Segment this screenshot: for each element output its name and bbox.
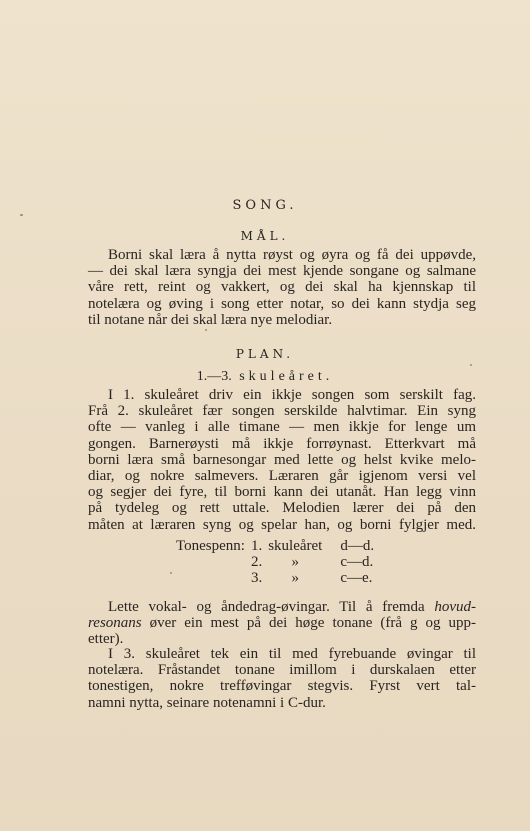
plan-line: på tydeleg og rett uttale. Melodien lærer dei på den: [88, 500, 476, 517]
mal-line: notelæra og øving i song etter notar, so dei kann stydja seg: [88, 295, 476, 312]
tonespenn-row: [176, 554, 374, 570]
mal-line: til notane når dei skal læra nye melodiar.: [88, 311, 333, 328]
tonespenn-unit: »: [291, 570, 299, 586]
plan-line: I 1. skuleåret driv ein ikkje songen som serskilt fag.: [108, 387, 476, 403]
vokal-italic: hovud-: [434, 599, 477, 615]
subheading-number: 1.—3.: [196, 369, 232, 384]
vokal-italic: resonans: [88, 615, 142, 632]
paper-speck: [470, 364, 472, 366]
plan-line: og segjer dei fyre, til borni kann dei utanåt. Han legg vinn: [88, 484, 476, 501]
page-title: SONG.: [232, 198, 298, 213]
tonespenn-year: 2.: [250, 554, 263, 570]
tonespenn-unit: »: [291, 554, 299, 570]
plan-line: borni læra små barnesongar med lette og helst kvike melo-: [88, 451, 476, 468]
third-year-line: notelæra. Fråstandet tonane imillom i durskalaen etter: [88, 662, 476, 679]
vokal-line: [88, 615, 476, 631]
mal-line: Borni skal læra å nytta røyst og øyra og få dei uppøvde,: [108, 247, 476, 263]
tonespenn-row: [176, 538, 374, 554]
paper-speck: [170, 572, 172, 574]
subheading-text: skuleåret.: [239, 369, 334, 384]
tonespenn-range: c—d.: [340, 554, 374, 570]
mal-line: — dei skal læra syngja dei mest kjende songane og salmane: [88, 263, 476, 280]
tonespenn-year: 1.: [250, 538, 263, 554]
section-heading-mal: MÅL.: [240, 229, 290, 243]
plan-line: måten at læraren syng og spelar han, og borni fylgjer med.: [88, 516, 476, 533]
plan-line: Frå 2. skuleåret fær songen serskilde halvtimar. Ein syng: [88, 403, 476, 420]
tonespenn-range: c—e.: [340, 570, 373, 586]
paper-speck: [205, 329, 207, 331]
mal-line: våre rett, reint og vakkert, og dei skal ha kjennskap til: [88, 279, 476, 296]
plan-line: ofte — vanleg i alle timane — men ikkje for lenge um: [88, 419, 476, 436]
tonespenn-label: Tonespenn:: [176, 538, 245, 554]
plan-paragraph: [88, 387, 476, 533]
vokal-line: etter).: [88, 631, 124, 648]
mal-paragraph: [88, 247, 476, 328]
tonespenn-table: [176, 538, 374, 586]
tonespenn-unit: skuleåret: [268, 538, 323, 554]
third-year-line: I 3. skuleåret tek ein til med fyrebuande øvingar til: [108, 646, 476, 662]
tonespenn-row: [176, 570, 374, 586]
plan-line: gongen. Barnerøysti må ikkje forrøynast. Etterkvart må: [88, 435, 476, 452]
tonespenn-year: 3.: [250, 570, 263, 586]
third-year-line: namni nytta, seinare notenamni i C-dur.: [88, 694, 326, 711]
third-year-line: tonestigen, nokre trefføvingar stegvis. Fyrst vert tal-: [88, 678, 476, 695]
third-year-paragraph: [88, 646, 476, 711]
plan-line: diar, og nokre salmevers. Læraren går igjenom versi vel: [88, 468, 476, 485]
vokal-text: Lette vokal- og åndedrag-øvingar. Til å fremda: [108, 599, 425, 615]
tonespenn-range: d—d.: [340, 538, 375, 554]
vokal-line: [88, 599, 476, 615]
paper-speck: [20, 214, 23, 216]
section-heading-plan: PLAN.: [235, 347, 295, 361]
vokal-paragraph: [88, 599, 476, 648]
vokal-text: øver ein mest på dei høge tonane (frå g og upp-: [149, 615, 476, 632]
subheading-school-years: [0, 369, 530, 385]
